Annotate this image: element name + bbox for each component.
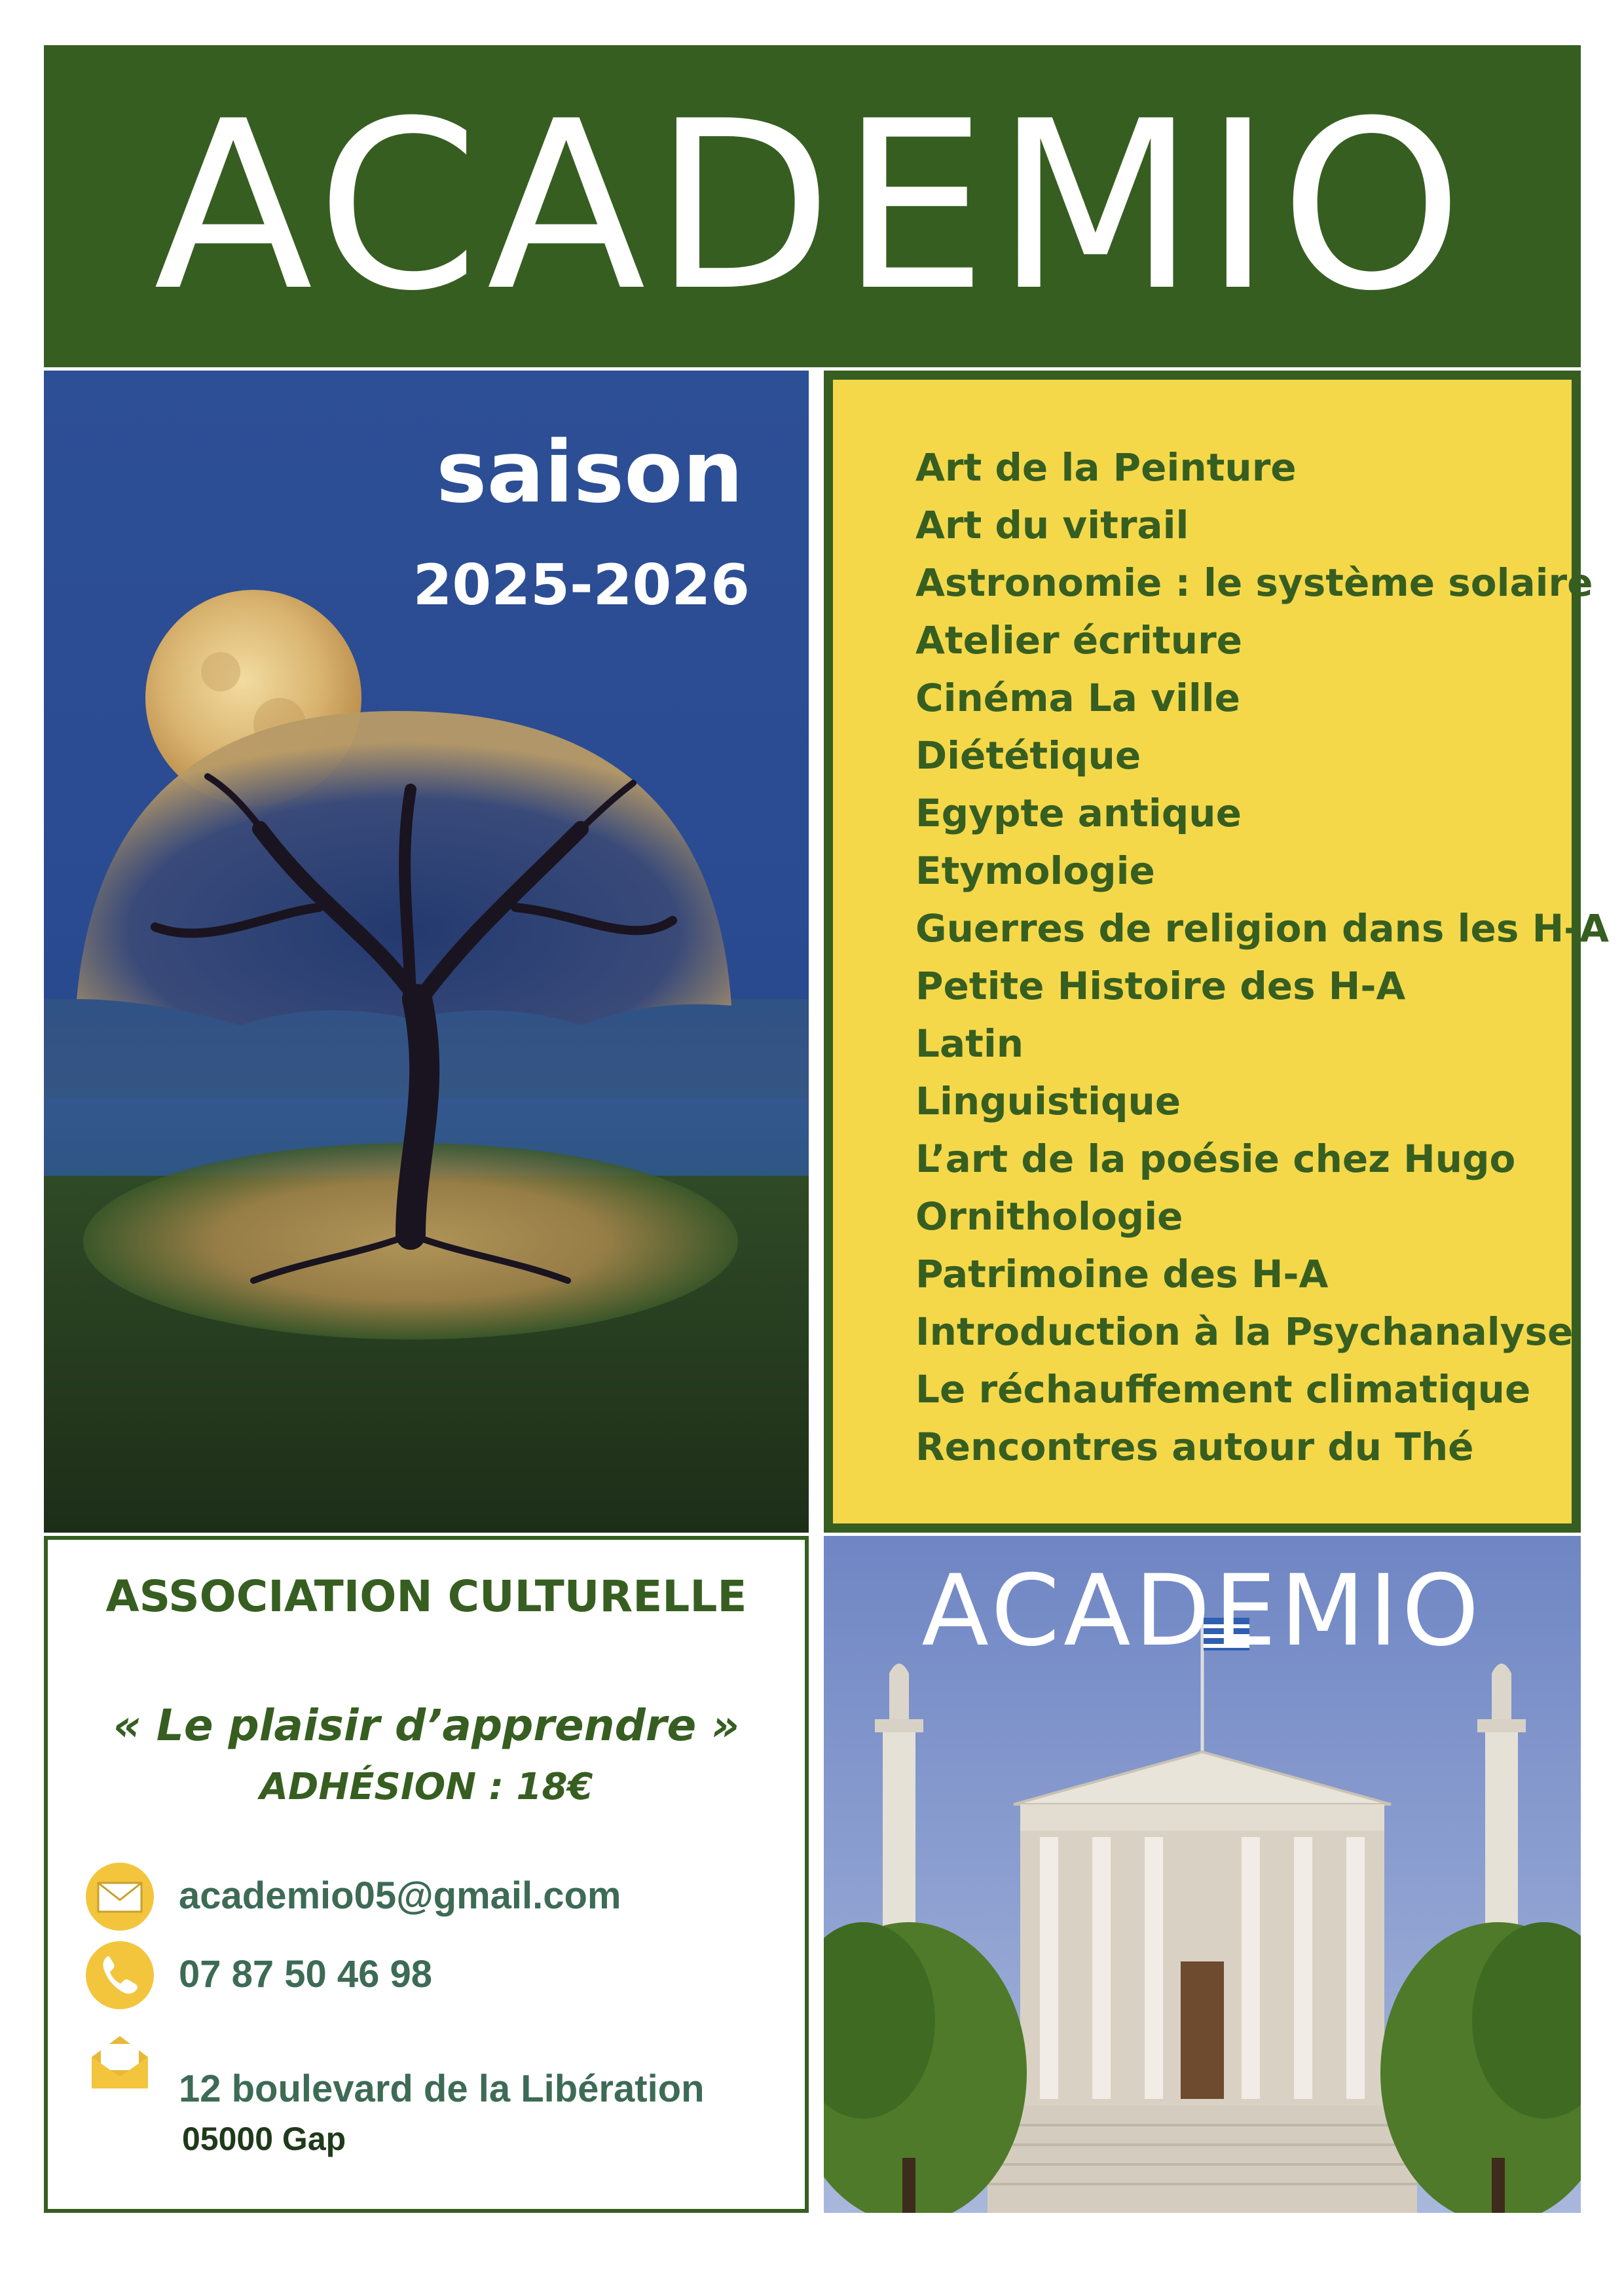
season-label: saison [436, 422, 743, 522]
course-item: Latin [915, 1021, 1024, 1066]
course-item: Art du vitrail [915, 503, 1189, 547]
contact-city: 05000 Gap [182, 2121, 346, 2157]
course-item: Introduction à la Psychanalyse [915, 1309, 1574, 1354]
course-item: Egypte antique [915, 791, 1242, 835]
course-item: Art de la Peinture [915, 445, 1297, 490]
season-painting [44, 371, 809, 1533]
membership-fee: ADHÉSION : 18€ [259, 1766, 593, 1808]
photo-title: ACADEMIO [921, 1554, 1483, 1668]
association-info [44, 1536, 809, 2213]
contact-address: 12 boulevard de la Libération [179, 2068, 705, 2110]
course-item: Atelier écriture [915, 618, 1243, 663]
course-item: Etymologie [915, 848, 1155, 893]
course-item: Petite Histoire des H-A [915, 964, 1406, 1008]
contact-phone[interactable]: 07 87 50 46 98 [179, 1953, 433, 1995]
envelope-icon [84, 1861, 156, 1933]
contact-email[interactable]: academio05@gmail.com [179, 1874, 621, 1917]
course-item: Guerres de religion dans les H-A [915, 906, 1610, 951]
academy-photo [824, 1536, 1581, 2213]
mail-icon [84, 2024, 156, 2096]
page-title: ACADEMIO [153, 70, 1471, 342]
course-item: Diététique [915, 733, 1141, 778]
tree-moon-illustration [44, 371, 809, 1533]
season-years: 2025-2026 [413, 553, 750, 618]
association-title: ASSOCIATION CULTURELLE [105, 1571, 747, 1622]
course-item: Le réchauffement climatique [915, 1367, 1531, 1412]
association-motto: « Le plaisir d’apprendre » [113, 1700, 740, 1751]
header-banner [44, 45, 1581, 367]
course-item: Astronomie : le système solaire [915, 560, 1593, 605]
course-item: L’art de la poésie chez Hugo [915, 1137, 1516, 1181]
course-item: Patrimoine des H-A [915, 1252, 1329, 1296]
course-item: Rencontres autour du Thé [915, 1425, 1474, 1469]
course-list [915, 439, 1609, 1476]
course-item: Linguistique [915, 1079, 1181, 1123]
phone-icon [84, 1939, 156, 2011]
course-item: Cinéma La ville [915, 676, 1240, 720]
course-list-panel [824, 371, 1610, 1533]
course-item: Ornithologie [915, 1194, 1183, 1239]
